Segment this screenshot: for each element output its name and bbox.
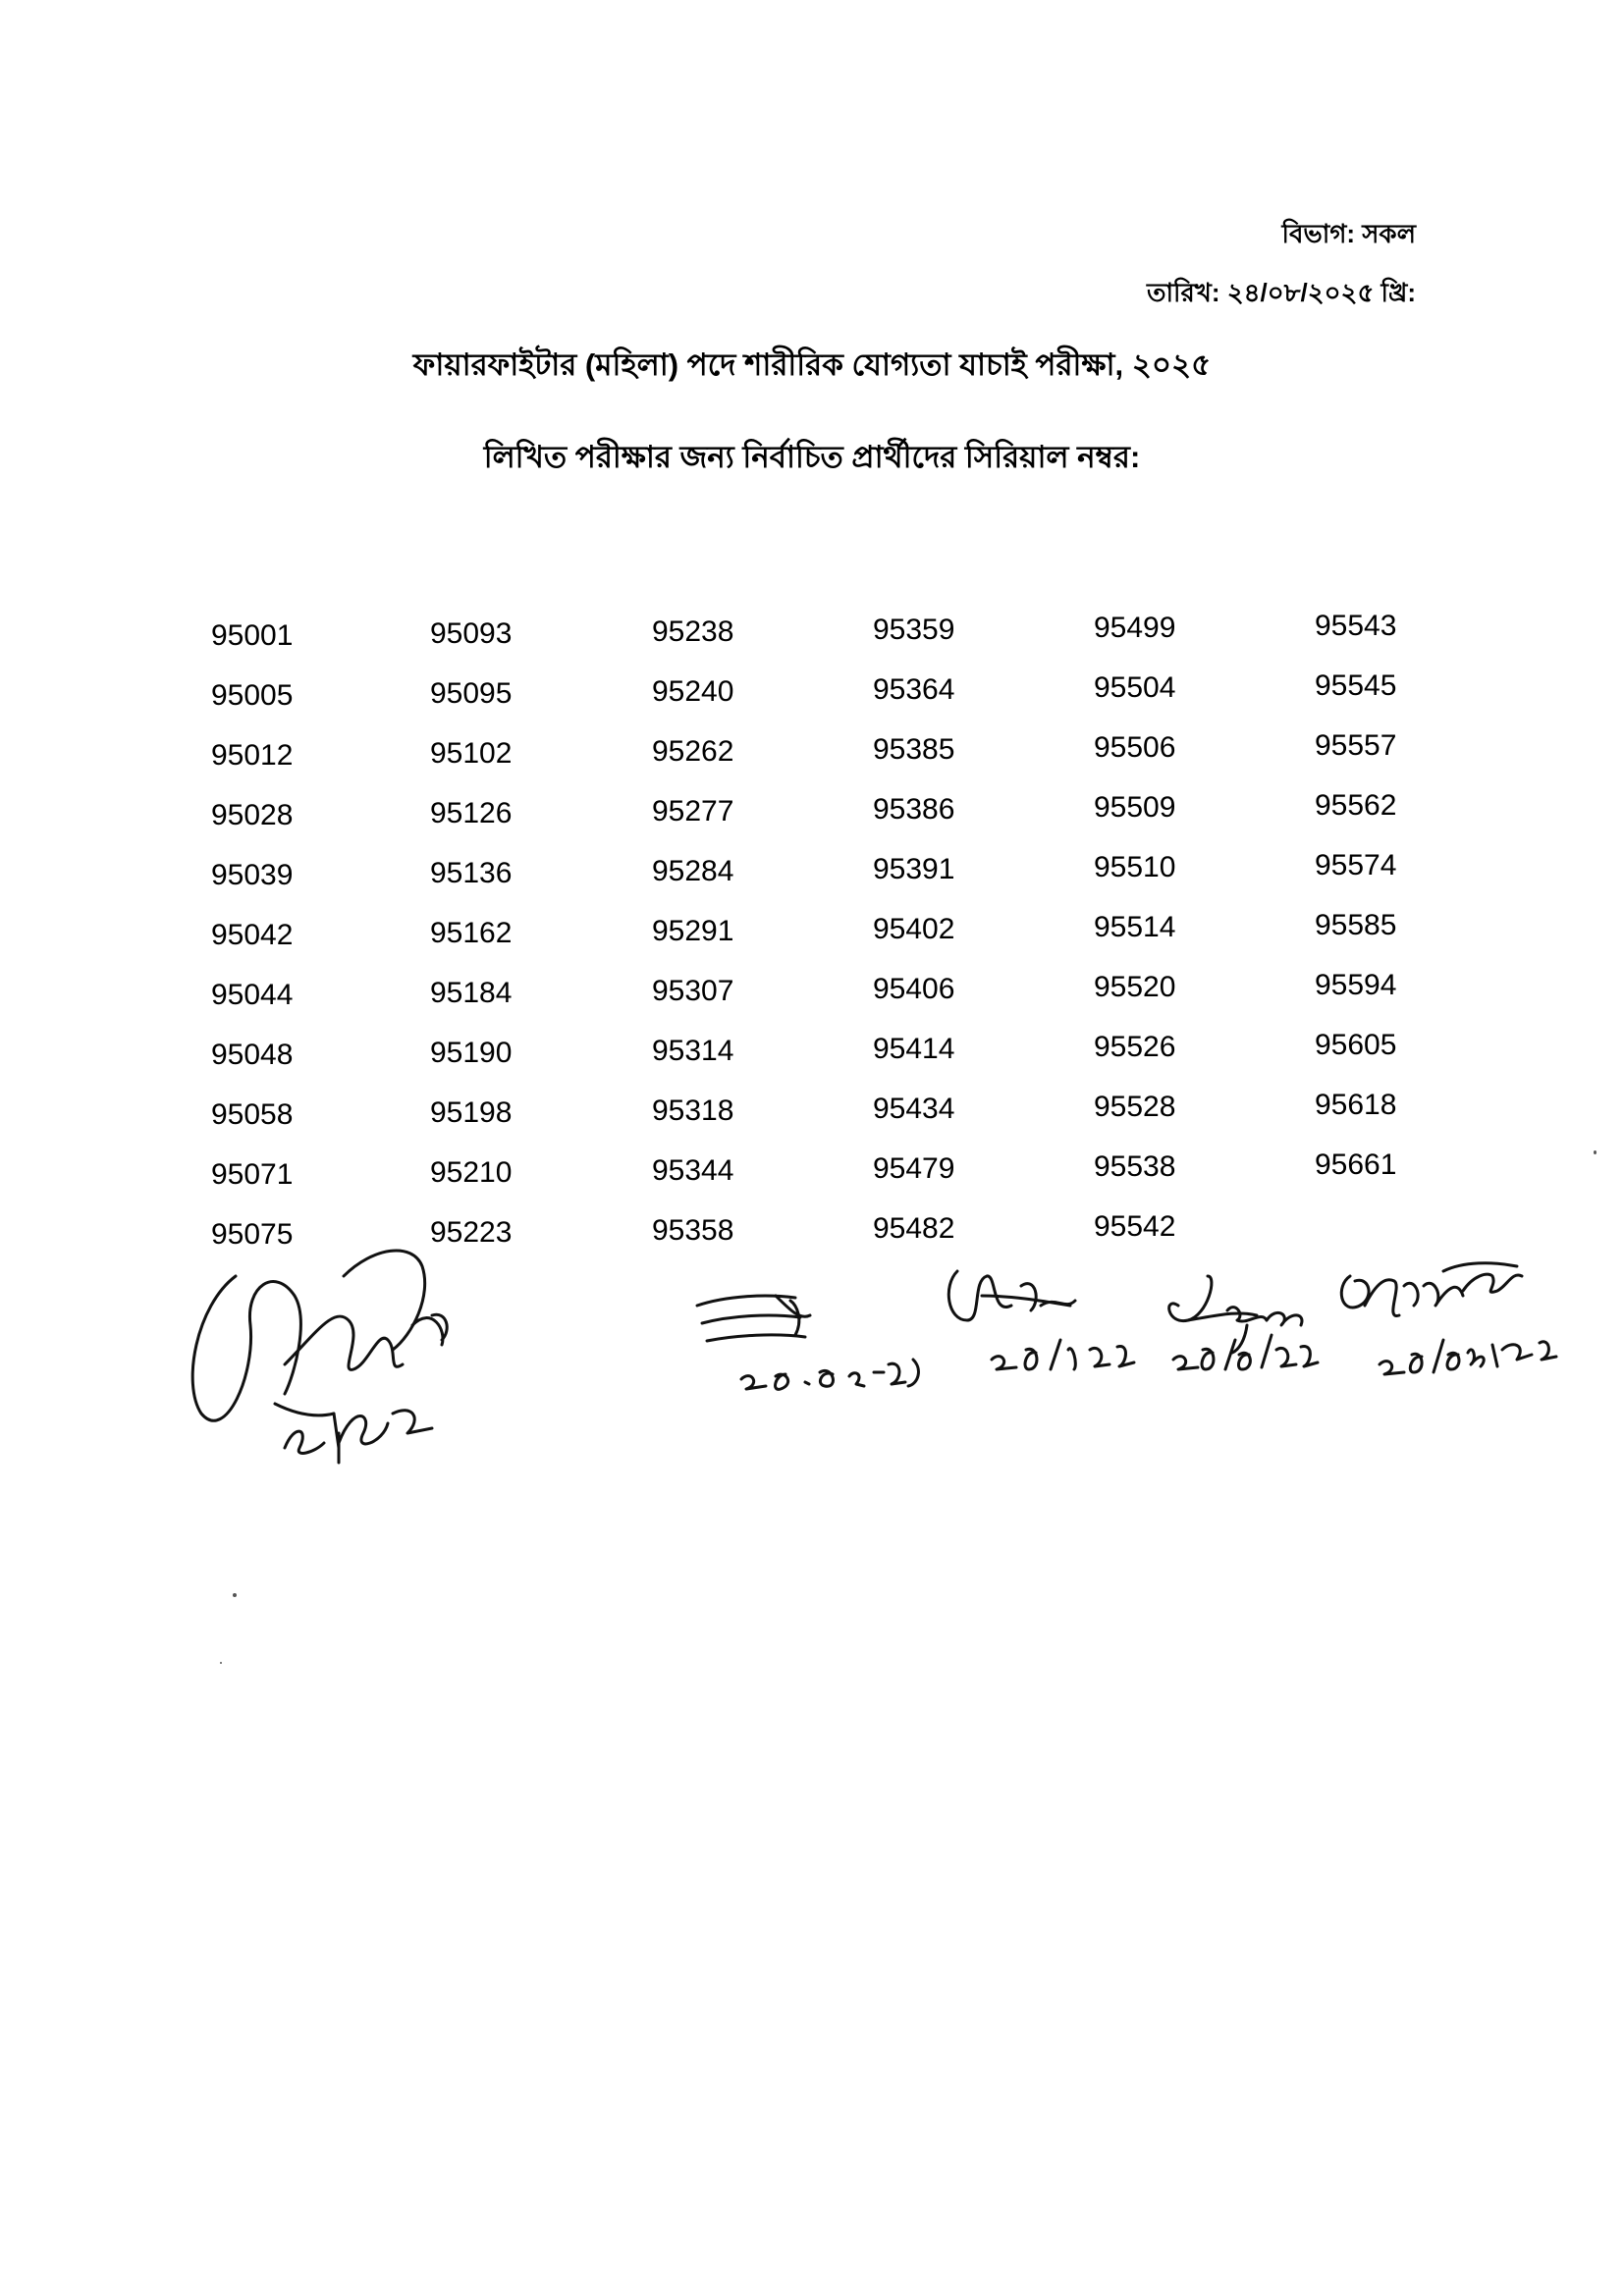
serial-number: 95510 (1094, 851, 1176, 883)
serial-number: 95318 (652, 1095, 734, 1127)
serial-number: 95542 (1094, 1210, 1176, 1243)
serial-number: 95095 (430, 677, 513, 710)
serial-number: 95162 (430, 917, 513, 949)
serial-number: 95386 (873, 793, 955, 826)
page-title: ফায়ারফাইটার (মহিলা) পদে শারীরিক যোগ্যতা যাচাই পরীক্ষা, ২০২৫ (412, 347, 1212, 382)
serial-number: 95385 (873, 733, 955, 766)
serial-number: 95585 (1315, 909, 1397, 941)
serial-number: 95005 (211, 679, 294, 712)
serial-number: 95277 (652, 795, 734, 828)
scan-speck (1594, 1150, 1597, 1154)
scan-speck (220, 1662, 222, 1664)
serial-number: 95058 (211, 1098, 294, 1131)
signature-3 (948, 1271, 1134, 1369)
serial-number: 95499 (1094, 612, 1176, 644)
serial-number: 95520 (1094, 971, 1176, 1003)
serial-number: 95223 (430, 1216, 513, 1249)
serial-number-grid (211, 607, 1488, 1255)
date-label: তারিখ: ২৪/০৮/২০২৫ খ্রি: (1147, 278, 1416, 307)
serial-number: 95136 (430, 857, 513, 889)
serial-number: 95126 (430, 797, 513, 829)
serial-number: 95001 (211, 619, 294, 652)
serial-number: 95509 (1094, 791, 1176, 824)
serial-number: 95012 (211, 739, 294, 772)
serial-number: 95414 (873, 1033, 955, 1065)
division-label: বিভাগ: সকল (1281, 219, 1416, 248)
serial-number: 95359 (873, 614, 955, 646)
serial-number: 95402 (873, 913, 955, 945)
serial-number: 95039 (211, 859, 294, 891)
serial-number: 95314 (652, 1035, 734, 1067)
serial-number: 95190 (430, 1037, 513, 1069)
serial-number: 95028 (211, 799, 294, 831)
serial-number: 95434 (873, 1093, 955, 1125)
serial-number: 95562 (1315, 789, 1397, 822)
serial-number: 95284 (652, 855, 734, 887)
serial-number: 95358 (652, 1214, 734, 1247)
serial-number: 95210 (430, 1156, 513, 1189)
serial-number: 95071 (211, 1158, 294, 1191)
signature-1 (192, 1251, 447, 1463)
serial-number: 95391 (873, 853, 955, 885)
serial-number: 95344 (652, 1154, 734, 1187)
serial-number: 95093 (430, 617, 513, 650)
serial-number: 95526 (1094, 1031, 1176, 1063)
serial-number: 95574 (1315, 849, 1397, 881)
serial-number: 95594 (1315, 969, 1397, 1001)
serial-number: 95240 (652, 675, 734, 708)
serial-number: 95506 (1094, 731, 1176, 764)
signature-5 (1341, 1263, 1556, 1374)
serial-number: 95514 (1094, 911, 1176, 943)
serial-number: 95557 (1315, 729, 1397, 762)
serial-number: 95538 (1094, 1150, 1176, 1183)
serial-number: 95238 (652, 615, 734, 648)
serial-number: 95479 (873, 1152, 955, 1185)
serial-number: 95605 (1315, 1029, 1397, 1061)
serial-number: 95042 (211, 919, 294, 951)
serial-number: 95364 (873, 673, 955, 706)
serial-number: 95262 (652, 735, 734, 768)
serial-number: 95075 (211, 1218, 294, 1251)
serial-number: 95661 (1315, 1148, 1397, 1181)
serial-number: 95618 (1315, 1089, 1397, 1121)
serial-number: 95545 (1315, 669, 1397, 702)
serial-number: 95307 (652, 975, 734, 1007)
signature-4 (1169, 1276, 1318, 1369)
serial-number: 95543 (1315, 610, 1397, 642)
serial-number: 95482 (873, 1212, 955, 1245)
serial-number: 95291 (652, 915, 734, 947)
serial-number: 95528 (1094, 1091, 1176, 1123)
serial-number: 95048 (211, 1039, 294, 1071)
serial-number: 95406 (873, 973, 955, 1005)
serial-number: 95044 (211, 979, 294, 1011)
signature-2 (697, 1296, 918, 1389)
serial-number: 95504 (1094, 671, 1176, 704)
serial-number: 95102 (430, 737, 513, 770)
serial-number: 95198 (430, 1096, 513, 1129)
page-subtitle: লিখিত পরীক্ষার জন্য নির্বাচিত প্রার্থীদের সিরিয়াল নম্বর: (483, 440, 1141, 474)
scan-speck (233, 1593, 237, 1597)
serial-number: 95184 (430, 977, 513, 1009)
